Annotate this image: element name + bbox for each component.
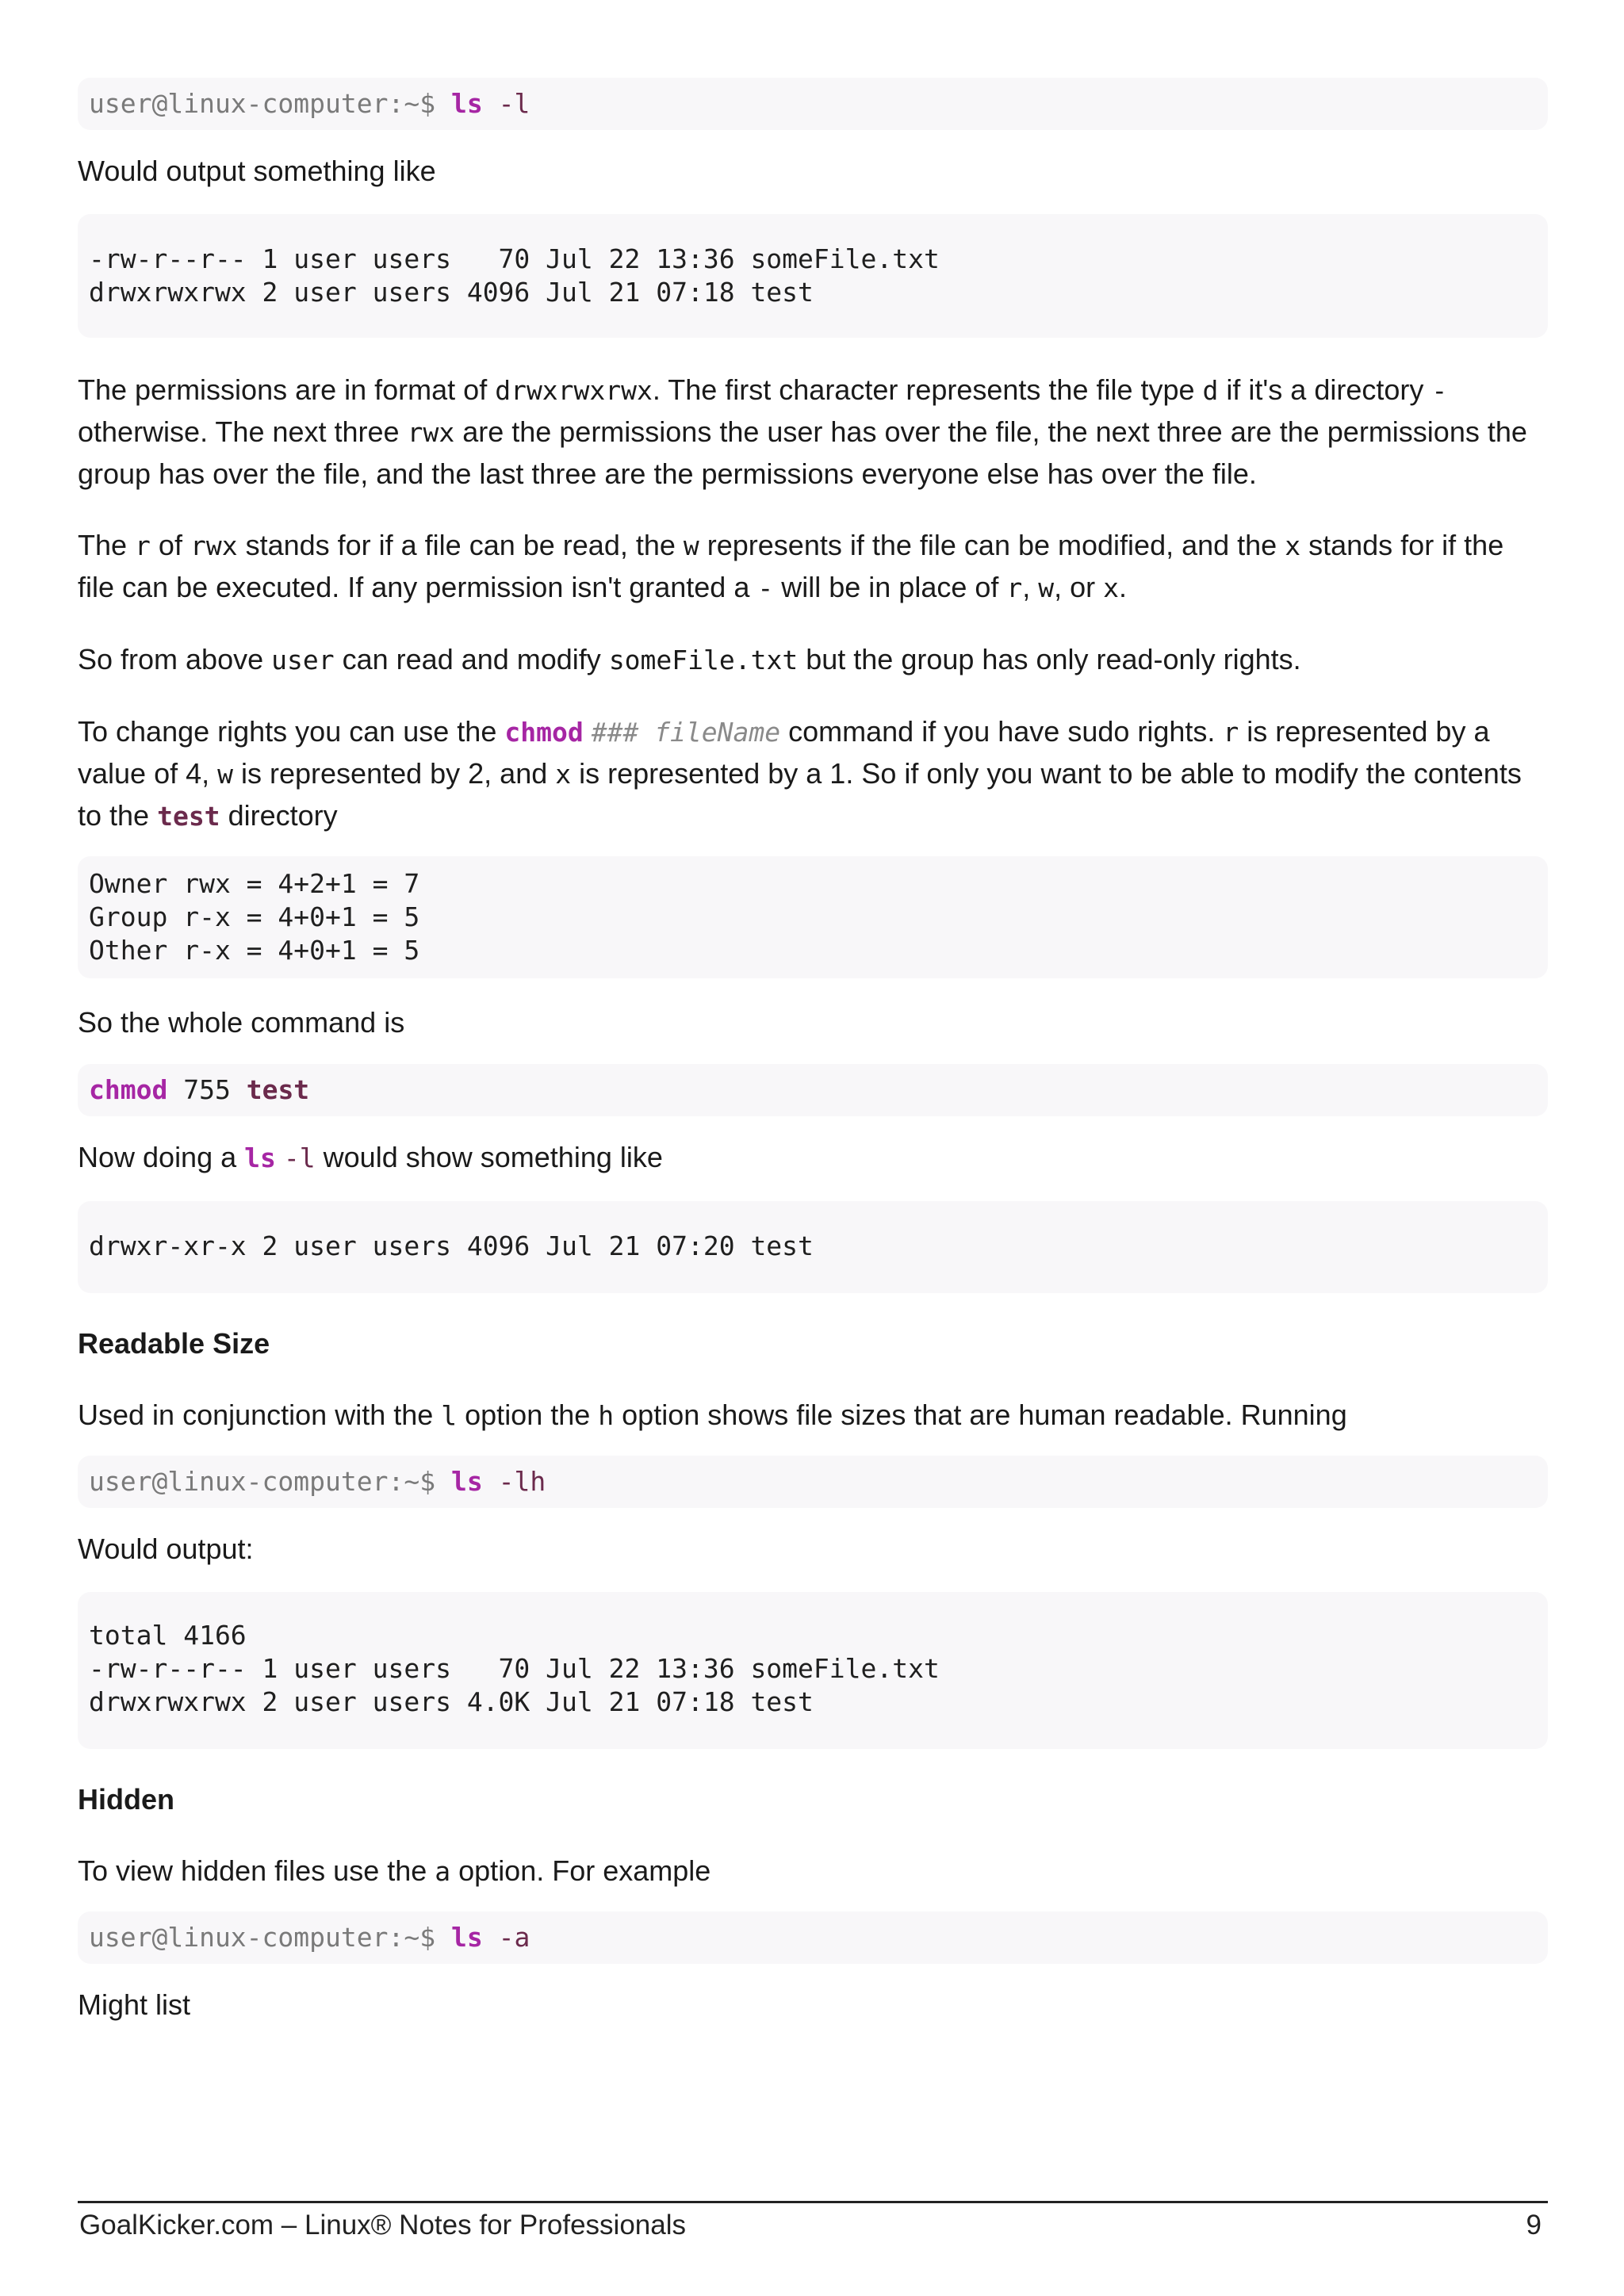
text: To view hidden files use the — [78, 1854, 435, 1887]
text: if it's a directory — [1218, 373, 1432, 406]
command-args: -lh — [498, 1466, 546, 1497]
text: stands for if a file can be read, the — [237, 529, 684, 561]
paragraph: Would output: — [78, 1533, 254, 1565]
paragraph-now-doing — [78, 1137, 1548, 1179]
inline-code: r — [1006, 572, 1023, 603]
inline-code: user — [271, 645, 335, 675]
output-block-1 — [78, 214, 1548, 338]
output-line: -rw-r--r-- 1 user users 70 Jul 22 13:36 someFile.txt — [89, 243, 940, 274]
command-args: -l — [498, 88, 530, 119]
output-line: drwxr-xr-x 2 user users 4096 Jul 21 07:20 test — [89, 1230, 814, 1261]
inline-code: d — [1202, 375, 1219, 406]
inline-code: - — [757, 572, 774, 603]
paragraph-rwx — [78, 525, 1548, 609]
page-number: 9 — [1526, 2210, 1542, 2241]
paragraph-chmod — [78, 711, 1548, 837]
inline-code: -l — [283, 1142, 316, 1173]
perm-line: Owner rwx = 4+2+1 = 7 — [89, 868, 420, 899]
inline-code: w — [217, 759, 233, 790]
heading-hidden: Hidden — [78, 1783, 174, 1816]
paragraph-readable — [78, 1395, 1548, 1437]
inline-code: someFile.txt — [608, 645, 799, 675]
command-block-ls-a — [78, 1911, 1548, 1964]
inline-code-keyword: ls — [244, 1142, 276, 1173]
heading-readable-size: Readable Size — [78, 1327, 270, 1360]
inline-code: rwx — [190, 530, 238, 561]
text: of — [150, 529, 190, 561]
perm-line: Group r-x = 4+0+1 = 5 — [89, 901, 420, 932]
command-name: ls — [450, 88, 483, 119]
command-block-ls-lh — [78, 1456, 1548, 1508]
command-block-chmod — [78, 1064, 1548, 1116]
text: The — [78, 529, 136, 561]
paragraph-permissions — [78, 369, 1548, 495]
page-content — [78, 78, 1548, 2026]
inline-code: l — [441, 1400, 458, 1431]
inline-code: - — [1431, 375, 1448, 406]
text: is represented by a 1. So if only you want to be able to modify the contents to the — [78, 757, 1522, 832]
inline-code-keyword: chmod — [504, 717, 584, 748]
inline-code: a — [435, 1856, 451, 1887]
paragraph: Would output something like — [78, 155, 436, 187]
footer-title: GoalKicker.com – Linux® Notes for Professionals — [79, 2210, 687, 2241]
inline-code: drwxrwxrwx — [495, 375, 653, 406]
text: option shows file sizes that are human readable. Running — [614, 1399, 1347, 1431]
inline-code: x — [1103, 572, 1120, 603]
command-name: chmod — [89, 1074, 168, 1105]
text: can read and modify — [334, 643, 609, 675]
page-footer — [78, 2201, 1548, 2241]
text: option. For example — [450, 1854, 711, 1887]
inline-code: rwx — [407, 417, 455, 448]
text: directory — [220, 799, 338, 832]
paragraph-so-from-above — [78, 639, 1548, 681]
output-line: drwxrwxrwx 2 user users 4096 Jul 21 07:18 test — [89, 277, 814, 308]
inline-code: r — [1223, 717, 1239, 748]
text: are the permissions the user has over the file, the next three are the permissions the group has over the file, and the last three are the permissions everyone else has over the file. — [78, 415, 1527, 490]
text: Now doing a — [78, 1141, 245, 1173]
output-line: drwxrwxrwx 2 user users 4.0K Jul 21 07:18 test — [89, 1686, 814, 1717]
inline-code: x — [555, 759, 572, 790]
output-line: -rw-r--r-- 1 user users 70 Jul 22 13:36 someFile.txt — [89, 1653, 940, 1684]
text: So from above — [78, 643, 272, 675]
text: would show something like — [315, 1141, 663, 1173]
text: represents if the file can be modified, and the — [699, 529, 1285, 561]
text: To change rights you can use the — [78, 715, 505, 748]
text: The permissions are in format of — [78, 373, 496, 406]
inline-code: w — [683, 530, 699, 561]
command-arg: test — [246, 1074, 310, 1105]
paragraph-hidden — [78, 1850, 1548, 1892]
permission-table-block — [78, 856, 1548, 978]
text: , or — [1054, 571, 1104, 603]
text: is represented by a value of 4, — [78, 715, 1490, 790]
shell-prompt: user@linux-computer:~$ — [89, 88, 436, 119]
output-block-3 — [78, 1592, 1548, 1749]
text: Used in conjunction with the — [78, 1399, 442, 1431]
command-args: -a — [498, 1922, 530, 1953]
inline-code-comment: ### fileName — [591, 717, 781, 748]
text: . The first character represents the file type — [652, 373, 1203, 406]
output-line: total 4166 — [89, 1620, 247, 1651]
command-name: ls — [450, 1466, 483, 1497]
inline-code: test — [157, 801, 220, 832]
text: otherwise. The next three — [78, 415, 408, 448]
text: , — [1022, 571, 1039, 603]
text: will be in place of — [773, 571, 1007, 603]
command-block-ls-l — [78, 78, 1548, 130]
text: is represented by 2, and — [233, 757, 556, 790]
inline-code: h — [598, 1400, 615, 1431]
inline-code: x — [1285, 530, 1301, 561]
command-arg: 755 — [183, 1074, 231, 1105]
inline-code: w — [1038, 572, 1055, 603]
inline-code: r — [135, 530, 151, 561]
paragraph: So the whole command is — [78, 1006, 405, 1039]
text: command if you have sudo rights. — [780, 715, 1224, 748]
perm-line: Other r-x = 4+0+1 = 5 — [89, 935, 420, 966]
text: option the — [457, 1399, 599, 1431]
paragraph: Might list — [78, 1988, 191, 2021]
command-name: ls — [450, 1922, 483, 1953]
text: stands for if the file can be executed. If any permission isn't granted a — [78, 529, 1504, 603]
text: . — [1119, 571, 1128, 603]
shell-prompt: user@linux-computer:~$ — [89, 1922, 436, 1953]
output-block-2 — [78, 1201, 1548, 1293]
text: but the group has only read-only rights. — [798, 643, 1301, 675]
shell-prompt: user@linux-computer:~$ — [89, 1466, 436, 1497]
